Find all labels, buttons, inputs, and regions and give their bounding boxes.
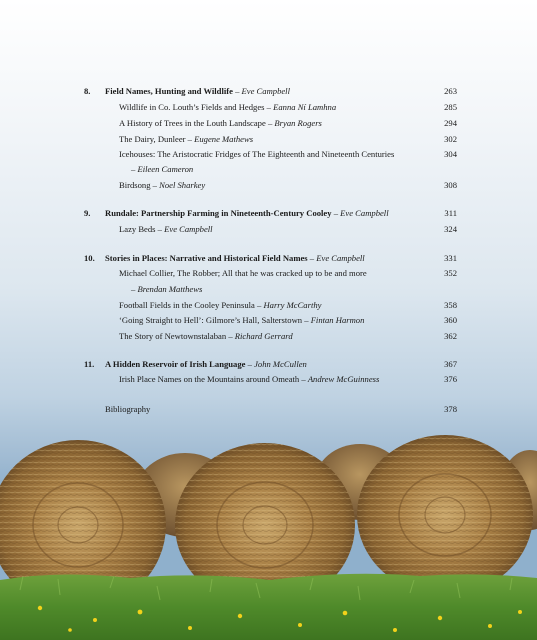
entry-author: Eugene Mathews (194, 134, 254, 144)
grass-field (0, 574, 537, 640)
hay-bale (357, 435, 533, 595)
section-heading[interactable] (105, 359, 307, 370)
page-number: 285 (444, 102, 457, 112)
section-number: 11. (84, 359, 95, 369)
entry-title: A History of Trees in the Louth Landscape (119, 118, 266, 128)
page-number: 360 (444, 315, 457, 325)
page-number: 263 (444, 86, 457, 96)
entry-author: Eve Campbell (164, 224, 213, 234)
dash: – (157, 224, 162, 234)
section-heading[interactable] (105, 253, 365, 264)
section-number: 10. (84, 253, 95, 263)
toc-entry-continuation (131, 284, 202, 295)
toc-entry[interactable] (119, 331, 293, 342)
page-number: 376 (444, 374, 457, 384)
section-number: 9. (84, 208, 91, 218)
page-number: 362 (444, 331, 457, 341)
toc-entry[interactable] (119, 315, 364, 326)
section-number: 8. (84, 86, 91, 96)
dash: – (333, 208, 338, 218)
dash: – (309, 253, 315, 263)
entry-title: The Dairy, Dunleer (119, 134, 186, 144)
toc-entry[interactable] (119, 268, 367, 279)
page-number: 294 (444, 118, 457, 128)
section-author: Eve Campbell (316, 253, 365, 263)
dash: – (267, 118, 273, 128)
entry-title: ‘Going Straight to Hell’: Gilmore’s Hall, Salterstown (119, 315, 303, 325)
toc-entry[interactable] (119, 134, 253, 145)
page-number: 331 (444, 253, 457, 263)
page-number: 308 (444, 180, 457, 190)
entry-title: Icehouses: The Aristocratic Fridges of The Eighteenth and Nineteenth Centuries (119, 149, 395, 159)
toc-entry-continuation (131, 164, 193, 175)
toc-entry[interactable] (119, 300, 321, 311)
dash: – (187, 134, 192, 144)
page-number: 367 (444, 359, 457, 369)
section-author: Eve Campbell (340, 208, 389, 218)
dash: – (266, 102, 271, 112)
dash: – (304, 315, 309, 325)
section-author: John McCullen (254, 359, 307, 369)
entry-author: Eanna Ní Lamhna (273, 102, 337, 112)
dash: – (131, 284, 136, 294)
entry-title: Football Fields in the Cooley Peninsula (119, 300, 255, 310)
dash: – (228, 331, 233, 341)
section-title: Stories in Places: Narrative and Historical Field Names (105, 253, 308, 263)
section-author: Eve Campbell (241, 86, 290, 96)
hay-bale-field-photo (0, 430, 537, 640)
toc-entry[interactable] (119, 180, 205, 191)
toc-entry[interactable] (119, 224, 213, 235)
dash: – (152, 180, 157, 190)
section-heading[interactable] (105, 86, 290, 97)
section-title: Rundale: Partnership Farming in Nineteenth-Century Cooley (105, 208, 332, 218)
toc-entry[interactable] (119, 149, 394, 160)
entry-author: Bryan Rogers (274, 118, 322, 128)
entry-author: Brendan Matthews (137, 284, 203, 294)
entry-author: Fintan Harmon (310, 315, 365, 325)
entry-author: Harry McCarthy (263, 300, 322, 310)
toc-entry[interactable] (119, 118, 322, 129)
entry-title: The Story of Newtownstalaban (119, 331, 227, 341)
page-number: 352 (444, 268, 457, 278)
page-number: 311 (444, 208, 457, 218)
dash: – (131, 164, 136, 174)
page-number: 358 (444, 300, 457, 310)
entry-author: Richard Gerrard (234, 331, 293, 341)
page-number: 324 (444, 224, 457, 234)
section-title: A Hidden Reservoir of Irish Language (105, 359, 246, 369)
entry-title: Michael Collier, The Robber; All that he was cracked up to be and more (119, 268, 367, 278)
toc-entry[interactable] (119, 374, 379, 385)
bibliography-entry[interactable] (105, 404, 150, 415)
entry-author: Noel Sharkey (159, 180, 206, 190)
toc-entry[interactable] (119, 102, 336, 113)
dash: – (301, 374, 306, 384)
entry-title: Bibliography (105, 404, 151, 414)
entry-title: Birdsong (119, 180, 151, 190)
dash: – (247, 359, 252, 369)
page-number: 302 (444, 134, 457, 144)
section-heading[interactable] (105, 208, 389, 219)
dash: – (235, 86, 240, 96)
entry-author: Andrew McGuinness (307, 374, 380, 384)
entry-title: Lazy Beds (119, 224, 156, 234)
entry-title: Irish Place Names on the Mountains around Omeath (119, 374, 300, 384)
entry-title: Wildlife in Co. Louth’s Fields and Hedges (119, 102, 265, 112)
section-title: Field Names, Hunting and Wildlife (105, 86, 233, 96)
page-number: 304 (444, 149, 457, 159)
entry-author: Eileen Cameron (137, 164, 194, 174)
dash: – (256, 300, 262, 310)
page-number: 378 (444, 404, 457, 414)
